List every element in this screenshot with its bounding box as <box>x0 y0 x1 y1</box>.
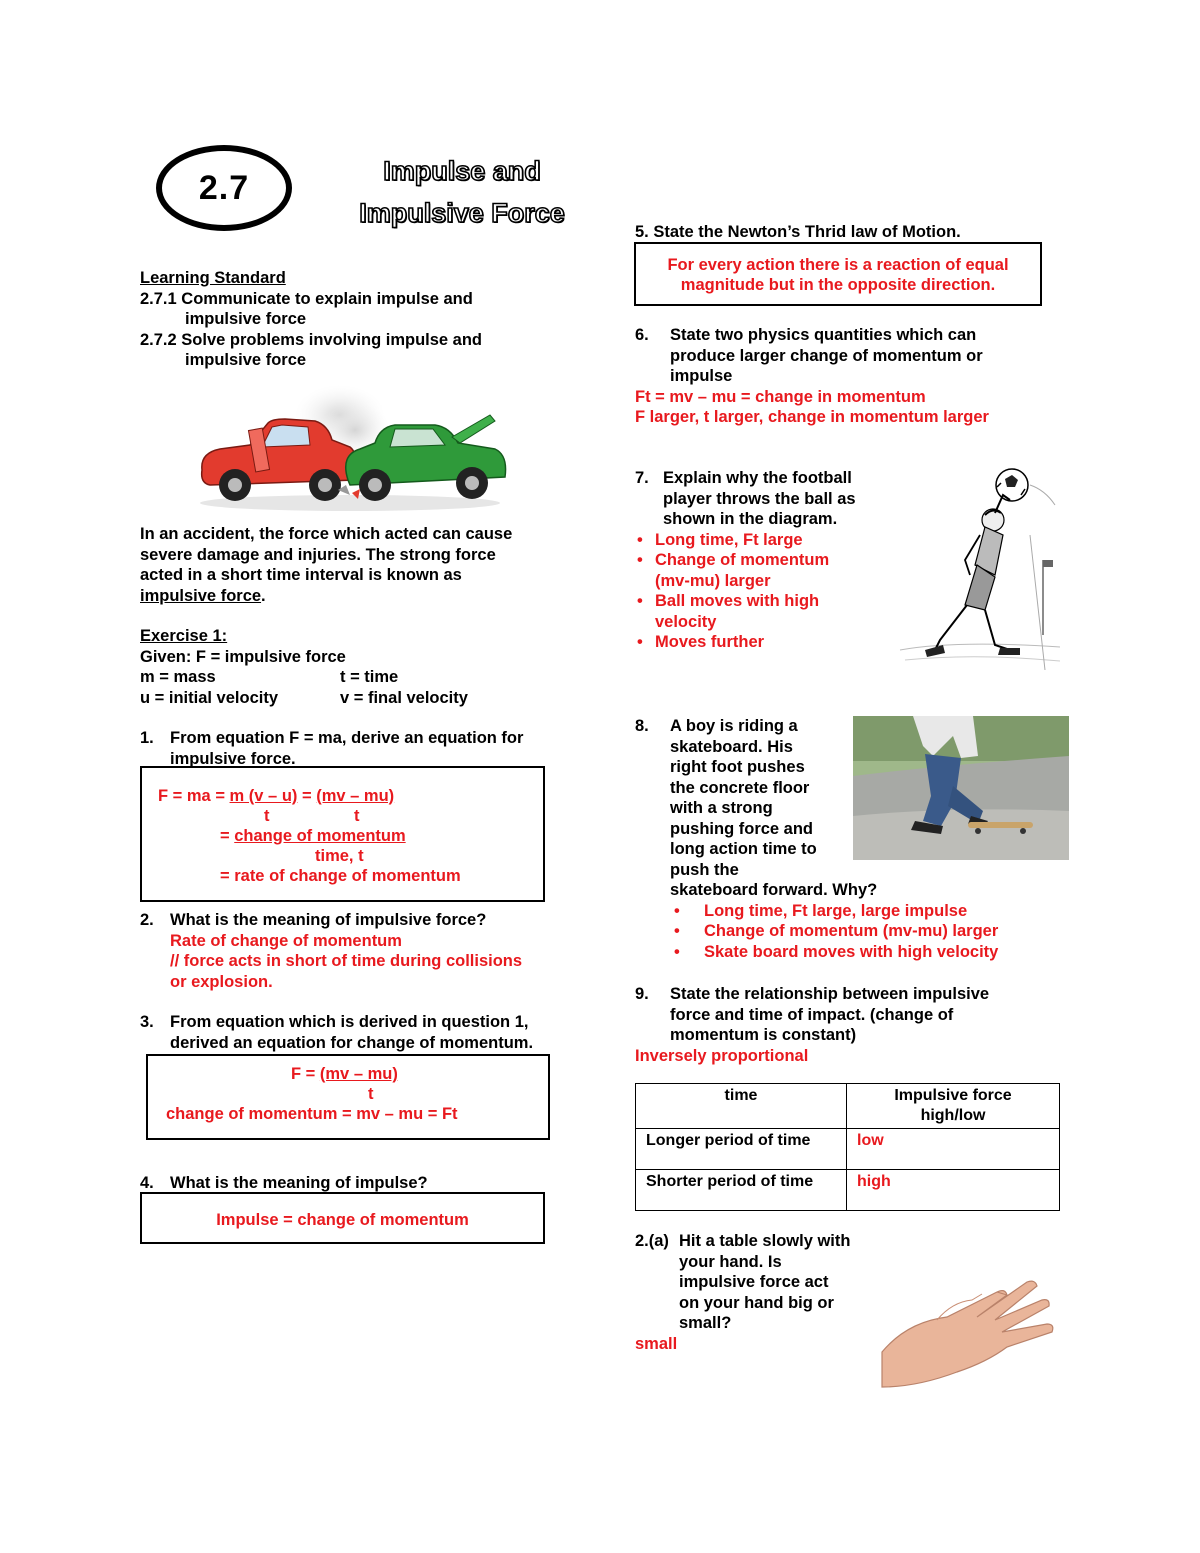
intro-period: . <box>261 586 266 605</box>
football-player-illustration <box>895 465 1065 675</box>
exercise-u: u = initial velocity <box>140 688 279 707</box>
q8-b2: Change of momentum (mv-mu) larger <box>704 922 999 940</box>
car-crash-illustration <box>190 385 515 515</box>
q4-number: 4. <box>140 1174 154 1192</box>
row2-time: Shorter period of time <box>646 1173 814 1190</box>
q2-answer-2: // force acts in short of time during collisions <box>170 952 523 970</box>
question-9 <box>635 984 1055 1066</box>
q6-answer-1: Ft = mv – mu = change in momentum <box>635 387 926 406</box>
table-row <box>636 1170 1060 1211</box>
q5-question: 5. State the Newton’s Thrid law of Motion. <box>635 223 961 241</box>
table-col2a: Impulsive force <box>894 1087 1012 1104</box>
table-row <box>636 1129 1060 1170</box>
q4-answer-box <box>140 1192 545 1244</box>
q2-question: What is the meaning of impulsive force? <box>170 911 487 929</box>
q2-answer-1: Rate of change of momentum <box>170 931 402 950</box>
q1-eq3: = rate of change of momentum <box>220 867 461 885</box>
q8-b1: Long time, Ft large, large impulse <box>704 901 968 920</box>
q6-line-2: produce larger change of momentum or <box>670 346 983 365</box>
q8-line-5: with a strong <box>670 799 773 817</box>
q1-eq2-den: time, t <box>315 847 364 865</box>
q3-ans-line: change of momentum = mv – mu = Ft <box>166 1105 458 1123</box>
table-header-row <box>636 1084 1060 1129</box>
exercise-v: v = final velocity <box>340 688 468 707</box>
question-6 <box>635 325 1055 428</box>
q8-line-8: push the <box>670 860 739 879</box>
q5-answer-1: For every action there is a reaction of equal <box>667 256 1009 274</box>
q7-bullet-2 <box>635 550 895 591</box>
q7-b2a: Change of momentum <box>655 551 830 569</box>
q9-line-1: State the relationship between impulsive <box>670 985 990 1003</box>
row2-value: high <box>857 1173 891 1190</box>
q8-line-4: the concrete floor <box>670 778 810 797</box>
q8-bullet-2 <box>670 921 1055 942</box>
q8-line-9: skateboard forward. Why? <box>670 881 878 899</box>
q8-line-2: skateboard. His <box>670 737 793 756</box>
q1-number: 1. <box>140 729 154 747</box>
q6-line-1: State two physics quantities which can <box>670 326 977 344</box>
exercise-given: Given: F = impulsive force <box>140 647 346 666</box>
table-col1: time <box>724 1087 758 1104</box>
q8-number: 8. <box>635 717 649 735</box>
q2a-label: 2.(a) <box>635 1232 669 1250</box>
q8-line-3: right foot pushes <box>670 758 805 776</box>
section-number-badge <box>156 145 292 231</box>
q7-number: 7. <box>635 469 649 487</box>
q2a-line-3: impulsive force act <box>679 1273 829 1291</box>
q1-ans-prefix: F = ma = <box>158 787 230 805</box>
q7-b1: Long time, Ft large <box>655 530 803 549</box>
question-3 <box>140 1012 570 1053</box>
q1-line-2: impulsive force. <box>170 749 296 768</box>
q4-answer: Impulse = change of momentum <box>216 1211 469 1229</box>
q7-b2b: (mv-mu) larger <box>655 571 771 590</box>
exercise-m: m = mass <box>140 668 216 686</box>
impulse-time-table <box>635 1083 1060 1211</box>
table-cell-time <box>636 1170 847 1211</box>
q1-den-1: t <box>264 807 270 825</box>
q2a-answer: small <box>635 1334 678 1353</box>
table-cell-time <box>636 1129 847 1170</box>
table-cell-value <box>847 1170 1060 1211</box>
q7-b3a: Ball moves with high <box>655 592 820 610</box>
q8-line-1: A boy is riding a <box>670 717 798 735</box>
q1-line-1: From equation F = ma, derive an equation for <box>170 729 524 747</box>
question-4 <box>140 1173 570 1194</box>
question-1 <box>140 728 560 769</box>
intro-paragraph <box>140 524 570 606</box>
q1-ans-eq: = <box>297 787 317 805</box>
q9-line-3: momentum is constant) <box>670 1026 857 1044</box>
standard-item-1: 2.7.1 Communicate to explain impulse and <box>140 289 473 308</box>
q3-line-2: derived an equation for change of momentum. <box>170 1033 534 1052</box>
q6-answer-2: F larger, t larger, change in momentum larger <box>635 408 989 426</box>
intro-term: impulsive force <box>140 586 262 605</box>
q2a-line-5: small? <box>679 1314 732 1332</box>
q5-answer-2: magnitude but in the opposite direction. <box>680 276 996 294</box>
standard-item-1-cont: impulsive force <box>185 310 307 328</box>
q8-bullet-3 <box>670 942 1055 963</box>
q2-number: 2. <box>140 911 154 929</box>
section-number: 2.7 <box>198 168 250 207</box>
q4-question: What is the meaning of impulse? <box>170 1174 428 1192</box>
q8-answer-list <box>635 901 1055 963</box>
q3-number: 3. <box>140 1013 154 1031</box>
skateboard-photo <box>853 716 1069 860</box>
intro-line-3: acted in a short time interval is known as <box>140 566 462 584</box>
learning-standard-heading: Learning Standard <box>140 269 286 287</box>
q1-ans-frac-2: (mv – mu) <box>316 787 395 805</box>
q1-ans-frac-1: m (v – u) <box>229 787 298 805</box>
exercise-t: t = time <box>340 668 399 686</box>
q7-line-3: shown in the diagram. <box>663 510 838 528</box>
standard-item-2: 2.7.2 Solve problems involving impulse and <box>140 330 483 349</box>
q7-bullet-3 <box>635 591 895 632</box>
title-line-2: Impulsive Force <box>359 198 565 228</box>
page-title <box>322 150 602 234</box>
q7-bullet-4 <box>635 632 895 653</box>
row1-time: Longer period of time <box>646 1132 811 1149</box>
standard-item-2-cont: impulsive force <box>185 351 307 369</box>
q7-line-2: player throws the ball as <box>663 489 856 508</box>
q5-answer-box <box>634 242 1042 306</box>
learning-standard <box>140 268 560 371</box>
table-cell-value <box>847 1129 1060 1170</box>
q8-bullet-1 <box>670 901 1055 922</box>
title-line-1: Impulse and <box>383 156 541 186</box>
question-2a <box>635 1231 875 1354</box>
exercise-heading: Exercise 1: <box>140 627 228 645</box>
q2a-line-1: Hit a table slowly with <box>679 1232 851 1250</box>
q7-bullet-1 <box>635 530 895 551</box>
q1-eq-line-1 <box>158 786 394 807</box>
q7-line-1: Explain why the football <box>663 469 852 487</box>
table-header-time <box>636 1084 847 1129</box>
intro-line-1: In an accident, the force which acted can cause <box>140 525 513 543</box>
intro-line-2: severe damage and injuries. The strong force <box>140 545 496 564</box>
q2-answer-3: or explosion. <box>170 972 273 991</box>
q7-b3b: velocity <box>655 612 717 631</box>
q1-den-2: t <box>354 807 360 825</box>
q2a-line-2: your hand. Is <box>679 1252 782 1271</box>
row1-value: low <box>857 1132 884 1149</box>
q1-eq2-prefix: = <box>220 827 235 845</box>
q3-line-1: From equation which is derived in question 1, <box>170 1013 529 1031</box>
q9-answer: Inversely proportional <box>635 1046 809 1065</box>
q9-number: 9. <box>635 985 649 1003</box>
table-col2b: high/low <box>920 1107 986 1124</box>
q8-line-6: pushing force and <box>670 819 814 838</box>
question-7 <box>635 468 895 653</box>
exercise-block <box>140 626 570 708</box>
q1-eq2-num: change of momentum <box>234 827 406 845</box>
q3-answer-box: F = (mv – mu) t change of momentum = mv – mu = Ft <box>146 1054 550 1140</box>
q8-line-7: long action time to <box>670 840 817 858</box>
q7-answer-list <box>635 530 895 653</box>
table-header-force <box>847 1084 1060 1129</box>
q2a-line-4: on your hand big or <box>679 1293 834 1312</box>
q1-answer-box <box>140 766 545 902</box>
q9-line-2: force and time of impact. (change of <box>670 1005 954 1024</box>
q3-ans-den: t <box>368 1085 374 1103</box>
q8-b3: Skate board moves with high velocity <box>704 942 999 961</box>
hand-photo <box>877 1262 1072 1394</box>
question-2 <box>140 910 570 992</box>
q6-line-3: impulse <box>670 367 733 385</box>
q6-number: 6. <box>635 326 649 344</box>
q7-b4: Moves further <box>655 633 765 651</box>
